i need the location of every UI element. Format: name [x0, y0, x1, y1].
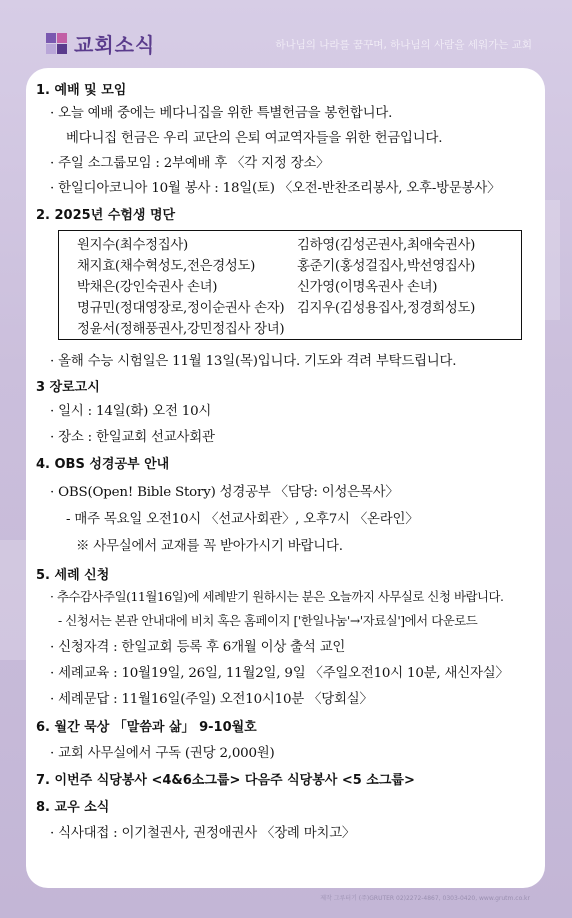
section-heading-examinees: 2. 2025년 수험생 명단: [36, 208, 176, 223]
section-heading-elder-exam: 3 장로고시: [36, 380, 100, 395]
logo-squares-icon: [46, 33, 68, 55]
page-title: 교회소식: [74, 33, 156, 57]
church-tagline: 하나님의 나라를 꿈꾸며, 하나님의 사람을 세워가는 교회: [275, 39, 532, 51]
examinee-name: 원지수(최수정집사): [77, 238, 188, 253]
footer-credit: 제작 그루터기 (주)GRUTER 02)2272-4867, 0303-0420, www.grutm.co.kr: [320, 895, 530, 902]
section-line: · 신청자격 : 한일교회 등록 후 6개월 이상 출석 교인: [50, 640, 346, 655]
examinee-name: 채지효(채수혁성도,전은경성도): [77, 259, 256, 274]
examinee-name: 명규민(정대영장로,정이순권사 손자): [77, 301, 285, 316]
section-line: · 주일 소그룹모임 : 2부예배 후 〈각 지정 장소〉: [50, 156, 330, 171]
section-heading-worship: 1. 예배 및 모임: [36, 83, 127, 98]
examinee-name: 김지우(김성용집사,정경희성도): [297, 301, 476, 316]
section-line: - 신청서는 본관 안내대에 비치 혹은 홈페이지 ['한일나눔'→'자료실']에서 다운로드: [58, 613, 478, 628]
section-line: · 세례교육 : 10월19일, 26일, 11월2일, 9일 〈주일오전10시 10분, 새신자실〉: [50, 666, 509, 681]
section-line: · 식사대접 : 이기철권사, 권정애권사 〈장례 마치고〉: [50, 826, 356, 841]
section-heading-obs: 4. OBS 성경공부 안내: [36, 457, 170, 472]
section-heading-member-news: 8. 교우 소식: [36, 800, 110, 815]
section-line: · 한일디아코니아 10월 봉사 : 18일(토) 〈오전-반찬조리봉사, 오후-방문봉사〉: [50, 181, 501, 196]
section-line: · 교회 사무실에서 구독 (권당 2,000원): [50, 746, 275, 761]
examinee-name: 홍준기(홍성걸집사,박선영집사): [297, 259, 476, 274]
section-line: · 세례문답 : 11월16일(주일) 오전10시10분 〈당회실〉: [50, 692, 373, 707]
section-line: · OBS(Open! Bible Story) 성경공부 〈담당: 이성은목사〉: [50, 485, 399, 500]
section-line: · 추수감사주일(11월16일)에 세례받기 원하시는 분은 오늘까지 사무실로 신청 바랍니다.: [50, 589, 504, 604]
section-line: · 올해 수능 시험일은 11월 13일(목)입니다. 기도와 격려 부탁드립니다.: [50, 354, 457, 369]
examinee-name: 박채은(강인숙권사 손녀): [77, 280, 218, 295]
examinee-name: 김하영(김성곤권사,최애숙권사): [297, 238, 476, 253]
section-heading-devotional: 6. 월간 묵상 「말씀과 삶」 9-10월호: [36, 720, 257, 735]
section-heading-kitchen-service: 7. 이번주 식당봉사 <4&6소그룹> 다음주 식당봉사 <5 소그룹>: [36, 773, 415, 788]
examinee-name: 신가영(이명옥권사 손녀): [297, 280, 438, 295]
section-heading-baptism: 5. 세례 신청: [36, 568, 110, 583]
section-line: · 일시 : 14일(화) 오전 10시: [50, 404, 212, 419]
section-line: · 오늘 예배 중에는 베다니집을 위한 특별헌금을 봉헌합니다.: [50, 106, 393, 121]
section-line: · 장소 : 한일교회 선교사회관: [50, 430, 215, 445]
header: [0, 0, 572, 66]
section-line: - 매주 목요일 오전10시 〈선교사회관〉, 오후7시 〈온라인〉: [66, 512, 419, 527]
examinee-name: 정윤서(정해풍권사,강민정집사 장녀): [77, 322, 285, 337]
section-line: ※ 사무실에서 교재를 꼭 받아가시기 바랍니다.: [76, 539, 343, 554]
section-line: 베다니집 헌금은 우리 교단의 은퇴 여교역자들을 위한 헌금입니다.: [66, 131, 443, 146]
